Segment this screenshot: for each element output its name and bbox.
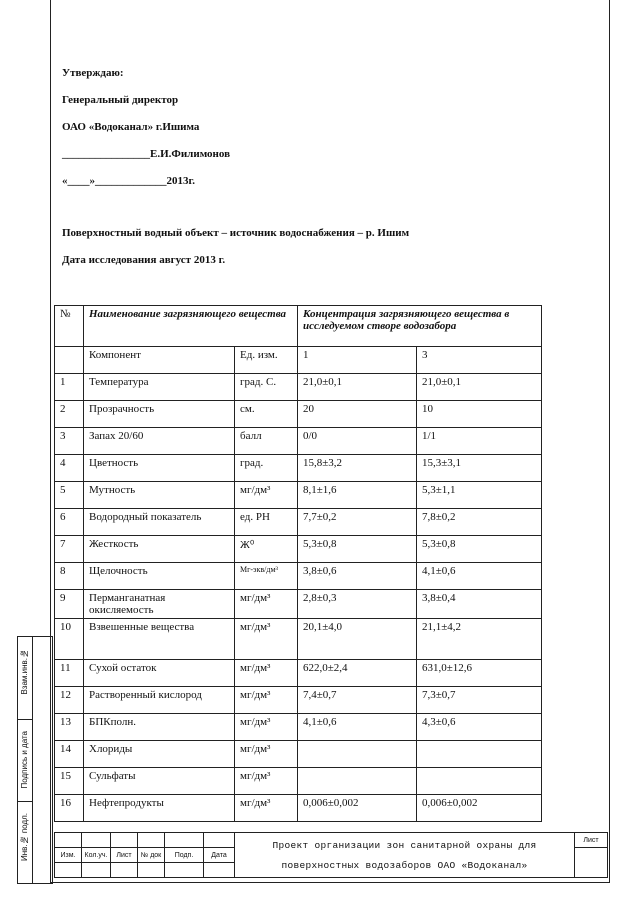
row-number: 2	[55, 401, 84, 428]
table-header-row	[55, 306, 542, 347]
row-number: 5	[55, 482, 84, 509]
row-component: Жесткость	[84, 536, 235, 563]
stamp-podp: Подп.	[165, 848, 204, 863]
row-value-point-3: 4,1±0,6	[417, 563, 542, 590]
subheader-point-1: 1	[298, 347, 417, 374]
row-number: 1	[55, 374, 84, 401]
row-unit: мг/дм³	[235, 687, 298, 714]
table-row	[55, 590, 542, 619]
row-number: 12	[55, 687, 84, 714]
table-row	[55, 768, 542, 795]
row-value-point-1: 622,0±2,4	[298, 660, 417, 687]
approval-signature: ________________Е.И.Филимонов	[62, 148, 231, 160]
row-component: Мутность	[84, 482, 235, 509]
row-value-point-3: 7,8±0,2	[417, 509, 542, 536]
stamp-cell-1	[55, 833, 82, 848]
row-component: Водородный показатель	[84, 509, 235, 536]
row-value-point-3: 15,3±3,1	[417, 455, 542, 482]
table-row	[55, 619, 542, 660]
row-component: Запах 20/60	[84, 428, 235, 455]
row-unit: Мг-экв/дм³	[235, 563, 298, 590]
side-label-signature-date: Подпись и дата	[20, 731, 29, 789]
table-row	[55, 455, 542, 482]
water-object-line: Поверхностный водный объект – источник водоснабжения – р. Ишим	[62, 227, 410, 239]
research-date-line: Дата исследования август 2013 г.	[62, 254, 226, 266]
row-value-point-1: 21,0±0,1	[298, 374, 417, 401]
row-value-point-3: 1/1	[417, 428, 542, 455]
row-unit: мг/дм³	[235, 482, 298, 509]
row-value-point-1: 3,8±0,6	[298, 563, 417, 590]
stamp-cell-4	[138, 833, 165, 848]
side-stamp	[17, 636, 53, 884]
table-row	[55, 428, 542, 455]
title-block	[54, 832, 608, 878]
approval-date: «____»_____________2013г.	[62, 175, 196, 187]
row-unit: мг/дм³	[235, 619, 298, 660]
row-unit: ед. РН	[235, 509, 298, 536]
side-label-inv-original: Инв.№ подл.	[20, 813, 29, 862]
row-value-point-3: 21,1±4,2	[417, 619, 542, 660]
row-value-point-1: 5,3±0,8	[298, 536, 417, 563]
row-value-point-1	[298, 741, 417, 768]
row-number: 15	[55, 768, 84, 795]
stamp-blank-4	[138, 863, 165, 878]
stamp-cell-6	[204, 833, 235, 848]
subheader-point-3: 3	[417, 347, 542, 374]
stamp-list: Лист	[111, 848, 138, 863]
document-title	[235, 833, 575, 878]
row-component: Хлориды	[84, 741, 235, 768]
row-number: 16	[55, 795, 84, 822]
subheader-component: Компонент	[84, 347, 235, 374]
row-number: 6	[55, 509, 84, 536]
table-row	[55, 374, 542, 401]
row-value-point-1: 15,8±3,2	[298, 455, 417, 482]
row-value-point-1: 0,006±0,002	[298, 795, 417, 822]
side-label-replace-inv: Взам.инв.№	[20, 649, 29, 695]
stamp-blank-1	[55, 863, 82, 878]
subheader-unit: Ед. изм.	[235, 347, 298, 374]
row-value-point-1: 4,1±0,6	[298, 714, 417, 741]
stamp-cell-2	[82, 833, 111, 848]
stamp-ndok: № док	[138, 848, 165, 863]
table-row	[55, 687, 542, 714]
table-row	[55, 401, 542, 428]
stamp-cell-3	[111, 833, 138, 848]
row-value-point-1	[298, 768, 417, 795]
row-component: Температура	[84, 374, 235, 401]
row-value-point-1: 2,8±0,3	[298, 590, 417, 619]
row-number: 11	[55, 660, 84, 687]
row-value-point-3: 10	[417, 401, 542, 428]
approval-heading: Утверждаю:	[62, 67, 124, 79]
row-number: 14	[55, 741, 84, 768]
row-component: Прозрачность	[84, 401, 235, 428]
table-row	[55, 795, 542, 822]
table-row	[55, 741, 542, 768]
row-unit: град.	[235, 455, 298, 482]
document-title-line-2: поверхностных водозаборов ОАО «Водоканал»	[281, 859, 528, 871]
table-row	[55, 714, 542, 741]
row-component: Нефтепродукты	[84, 795, 235, 822]
stamp-cell-5	[165, 833, 204, 848]
row-value-point-3: 0,006±0,002	[417, 795, 542, 822]
row-value-point-1: 20,1±4,0	[298, 619, 417, 660]
row-value-point-1: 8,1±1,6	[298, 482, 417, 509]
row-value-point-3: 3,8±0,4	[417, 590, 542, 619]
row-number: 7	[55, 536, 84, 563]
row-value-point-3	[417, 741, 542, 768]
row-unit: град. С.	[235, 374, 298, 401]
header-concentration: Концентрация загрязняющего вещества в исследуемом створе водозабора	[298, 306, 542, 347]
row-value-point-1: 7,7±0,2	[298, 509, 417, 536]
sheet-label: Лист	[575, 833, 608, 848]
stamp-blank-2	[82, 863, 111, 878]
table-row	[55, 563, 542, 590]
row-number: 10	[55, 619, 84, 660]
row-number: 13	[55, 714, 84, 741]
row-number: 3	[55, 428, 84, 455]
row-component: Растворенный кислород	[84, 687, 235, 714]
stamp-koluch: Кол.уч.	[82, 848, 111, 863]
row-component: БПКполн.	[84, 714, 235, 741]
row-number: 4	[55, 455, 84, 482]
approval-position: Генеральный директор	[62, 94, 179, 106]
stamp-blank-3	[111, 863, 138, 878]
row-unit: мг/дм³	[235, 768, 298, 795]
row-value-point-1: 7,4±0,7	[298, 687, 417, 714]
row-component: Перманганатная окисляемость	[84, 590, 235, 619]
row-value-point-3: 4,3±0,6	[417, 714, 542, 741]
row-unit: Ж⁰	[235, 536, 298, 563]
title-block-row-1	[55, 833, 608, 848]
stamp-blank-6	[204, 863, 235, 878]
row-unit: мг/дм³	[235, 714, 298, 741]
row-component: Сульфаты	[84, 768, 235, 795]
row-value-point-3	[417, 768, 542, 795]
table-subheader-row	[55, 347, 542, 374]
row-unit: см.	[235, 401, 298, 428]
row-unit: мг/дм³	[235, 590, 298, 619]
row-unit: мг/дм³	[235, 741, 298, 768]
row-component: Щелочность	[84, 563, 235, 590]
row-value-point-3: 631,0±12,6	[417, 660, 542, 687]
approval-organization: ОАО «Водоканал» г.Ишима	[62, 121, 200, 133]
row-unit: балл	[235, 428, 298, 455]
row-number: 9	[55, 590, 84, 619]
document-title-line-1: Проект организации зон санитарной охраны для	[272, 839, 537, 851]
table-row	[55, 536, 542, 563]
row-number: 8	[55, 563, 84, 590]
table-row	[55, 509, 542, 536]
stamp-data: Дата	[204, 848, 235, 863]
row-value-point-1: 20	[298, 401, 417, 428]
row-value-point-3: 5,3±1,1	[417, 482, 542, 509]
header-number: №	[55, 306, 84, 347]
pollutants-table	[54, 305, 542, 822]
table-row	[55, 660, 542, 687]
table-row	[55, 482, 542, 509]
header-substance: Наименование загрязняющего вещества	[84, 306, 298, 347]
row-unit: мг/дм³	[235, 795, 298, 822]
stamp-blank-5	[165, 863, 204, 878]
row-component: Цветность	[84, 455, 235, 482]
row-value-point-3: 5,3±0,8	[417, 536, 542, 563]
row-component: Сухой остаток	[84, 660, 235, 687]
stamp-izm: Изм.	[55, 848, 82, 863]
row-value-point-3: 7,3±0,7	[417, 687, 542, 714]
row-value-point-1: 0/0	[298, 428, 417, 455]
subheader-empty	[55, 347, 84, 374]
sheet-number	[575, 848, 608, 878]
row-unit: мг/дм³	[235, 660, 298, 687]
row-component: Взвешенные вещества	[84, 619, 235, 660]
row-value-point-3: 21,0±0,1	[417, 374, 542, 401]
